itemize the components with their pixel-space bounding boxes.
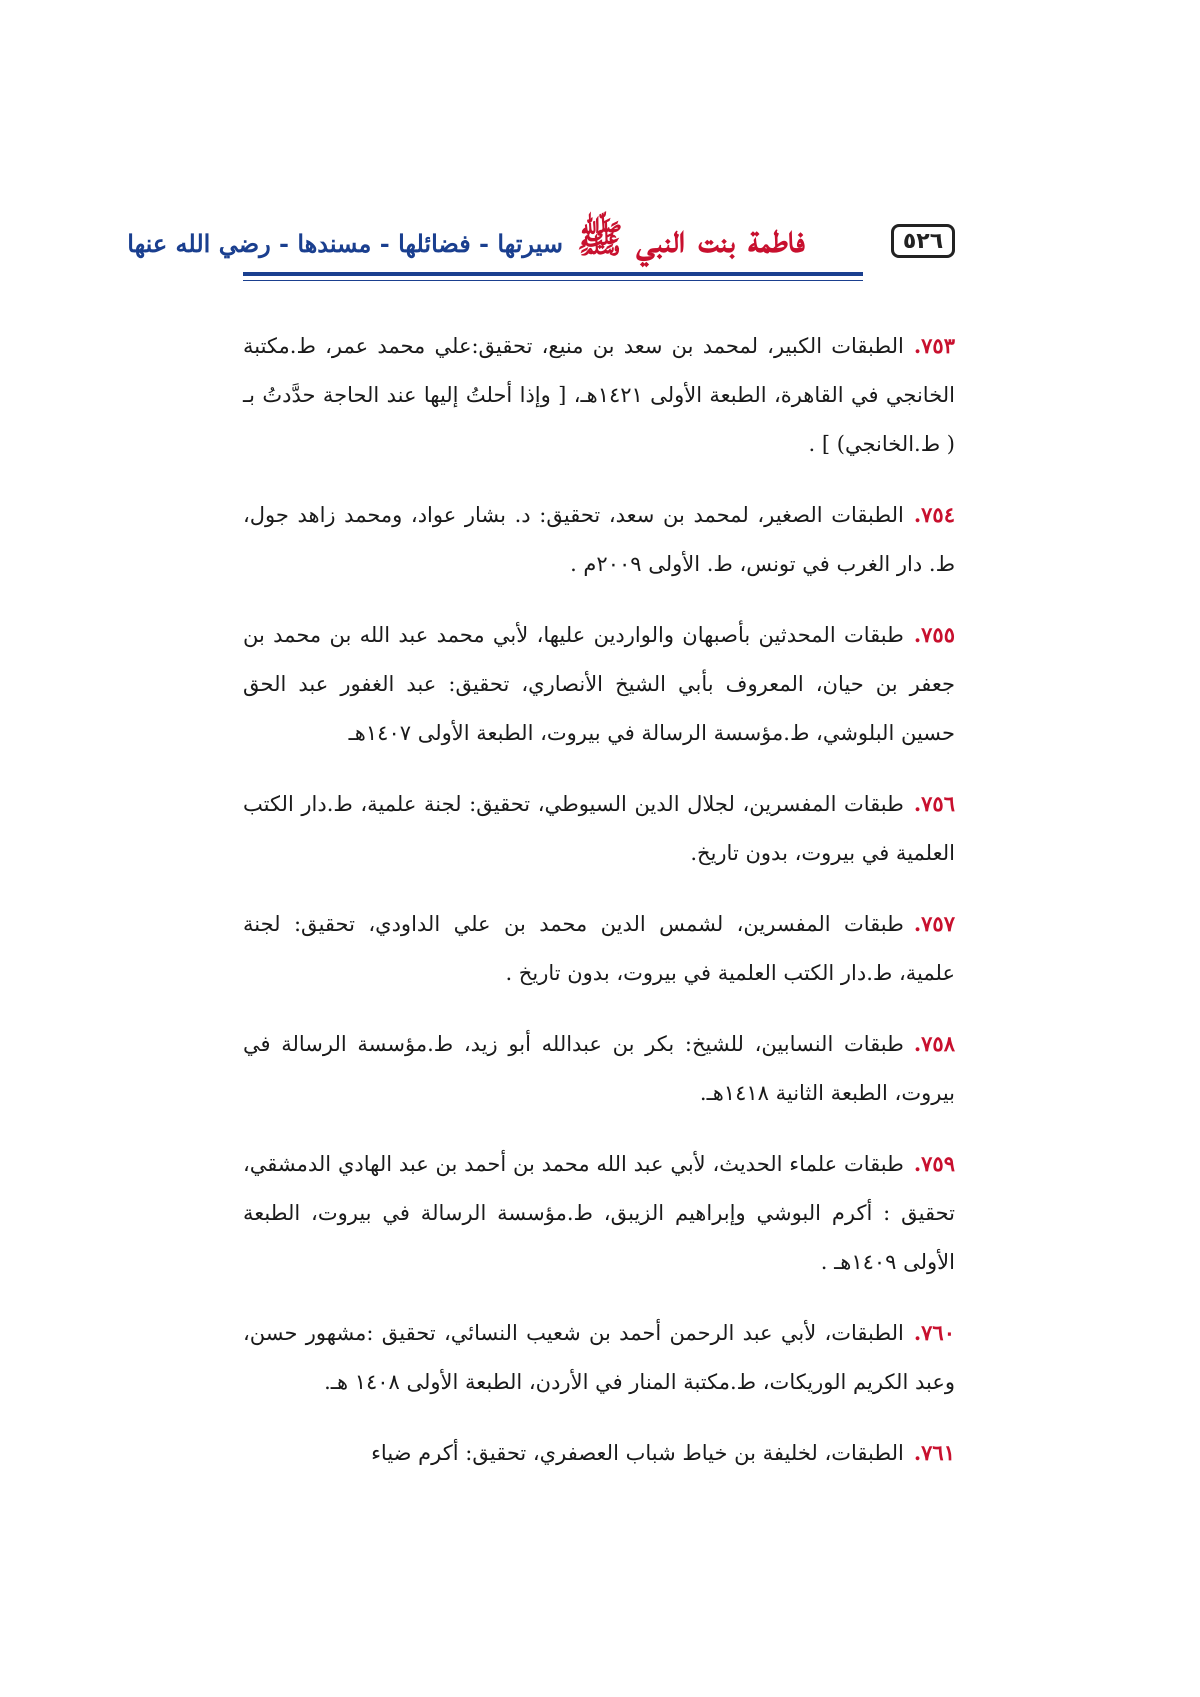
entry-number: ٧٥٩. [913,1151,955,1176]
entry-number: ٧٥٦. [913,791,955,816]
page-number: ٥٢٦ [891,224,955,258]
bibliography-entry [243,1428,955,1478]
book-subtitle: سيرتها - فضائلها - مسندها - رضي الله عنها [127,228,563,258]
entry-number: ٧٥٣. [913,333,955,358]
entry-text: طبقات المفسرين، لجلال الدين السيوطي، تحقيق: لجنة علمية، ط.دار الكتب العلمية في بيروت، بدون تاريخ. [243,792,955,865]
running-title [127,214,805,272]
entry-number: ٧٥٨. [913,1031,955,1056]
page-header [127,214,955,278]
bibliography-entry [243,321,955,469]
entry-number: ٧٥٤. [913,502,955,527]
bibliography-entry [243,779,955,878]
entry-text: الطبقات، لأبي عبد الرحمن أحمد بن شعيب النسائي، تحقيق :مشهور حسن، وعبد الكريم الوريكات، ط.مكتبة المنار في الأردن، الطبعة الأولى ١٤٠٨ هـ. [243,1321,955,1394]
bibliography-entry [243,610,955,758]
header-rule [243,272,863,276]
bibliography-list [243,300,955,1492]
entry-number: ٧٦١. [913,1440,955,1465]
entry-text: طبقات المفسرين، لشمس الدين محمد بن علي الداودي، تحقيق: لجنة علمية، ط.دار الكتب العلمية في بيروت، بدون تاريخ . [243,912,955,985]
header-rule-thin [243,280,863,281]
book-title: فاطمة بنت النبي ﷺ [577,215,805,261]
entry-text: طبقات المحدثين بأصبهان والواردين عليها، لأبي محمد عبد الله بن محمد بن جعفر بن حيان، المعروف بأبي الشيخ الأنصاري، تحقيق: عبد الغفور عبد الحق حسين البلوشي، ط.مؤسسة الرسالة في بيروت، الطبعة الأولى ١٤٠٧هـ [243,623,955,745]
bibliography-entry [243,1019,955,1118]
entry-text: الطبقات، لخليفة بن خياط شباب العصفري، تحقيق: أكرم ضياء [371,1441,904,1465]
entry-number: ٧٦٠. [913,1320,955,1345]
bibliography-entry [243,490,955,589]
bibliography-entry [243,1139,955,1287]
bibliography-entry [243,899,955,998]
entry-text: الطبقات الصغير، لمحمد بن سعد، تحقيق: د. بشار عواد، ومحمد زاهد جول، ط. دار الغرب في تونس، ط. الأولى ٢٠٠٩م . [243,503,955,576]
entry-text: الطبقات الكبير، لمحمد بن سعد بن منيع، تحقيق:علي محمد عمر، ط.مكتبة الخانجي في القاهرة، الطبعة الأولى ١٤٢١هـ، [ وإذا أحلتُ إليها عند الحاجة حدَّدتُ بـ ( ط.الخانجي) ] . [243,334,955,456]
bibliography-entry [243,1308,955,1407]
entry-number: ٧٥٥. [913,622,955,647]
entry-text: طبقات النسابين، للشيخ: بكر بن عبدالله أبو زيد، ط.مؤسسة الرسالة في بيروت، الطبعة الثانية ١٤١٨هـ. [243,1032,955,1105]
entry-text: طبقات علماء الحديث، لأبي عبد الله محمد بن أحمد بن عبد الهادي الدمشقي، تحقيق : أكرم البوشي وإبراهيم الزيبق، ط.مؤسسة الرسالة في بيروت، الطبعة الأولى ١٤٠٩هـ . [243,1152,955,1274]
entry-number: ٧٥٧. [913,911,955,936]
